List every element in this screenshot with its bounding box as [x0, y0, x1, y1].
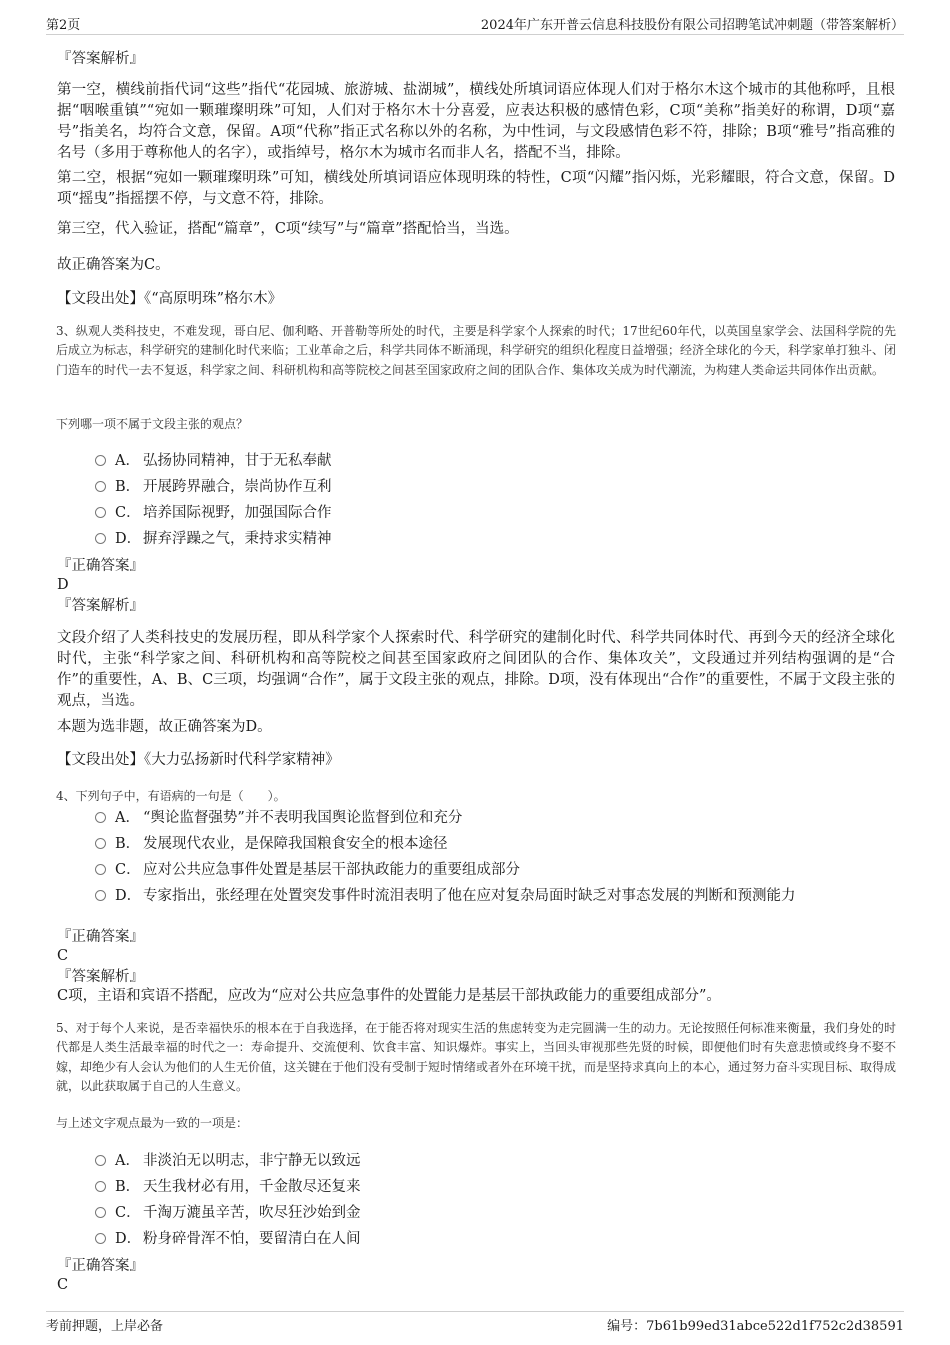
- question-4-option-a[interactable]: A． “舆论监督强势”并不表明我国舆论监督到位和充分: [95, 807, 462, 829]
- analysis-label: 『答案解析』: [57, 51, 144, 67]
- radio-icon[interactable]: [95, 864, 106, 875]
- radio-icon[interactable]: [95, 455, 106, 466]
- radio-icon[interactable]: [95, 533, 106, 544]
- question-3-option-d[interactable]: D． 摒弃浮躁之气，秉持求实精神: [95, 528, 332, 550]
- page-header: [46, 14, 904, 35]
- question-3-option-c[interactable]: C． 培养国际视野，加强国际合作: [95, 502, 332, 524]
- page-footer: [46, 1311, 904, 1334]
- document-id: 编号：7b61b99ed31abce522d1f752c2d38591: [607, 1319, 904, 1334]
- analysis-paragraph-1: 第一空，横线前指代词“这些”指代“花园城、旅游城、盐湖城”，横线处所填词语应体现人们对于格尔木这个城市的其他称呼，且根据“咽喉重镇”“宛如一颗璀璨明珠”可知，人们对于格尔木十分喜爱，应表达积极的感情色彩，C项“美称”指美好的称谓，D项“嘉号”指美名，均符合文意，保留。A项“代称”指正式名称以外的名称，为中性词，与文段感情色彩不符，排除；B项“雅号”指高雅的名号（多用于尊称他人的名字），或指绰号，格尔木为城市名而非人名，搭配不当，排除。: [57, 82, 895, 161]
- radio-icon[interactable]: [95, 812, 106, 823]
- question-5-option-c[interactable]: C． 千淘万漉虽辛苦，吹尽狂沙始到金: [95, 1202, 361, 1224]
- question-3-analysis: 文段介绍了人类科技史的发展历程，即从科学家个人探索时代、科学研究的建制化时代、科学共同体时代、再到今天的经济全球化时代，主张“科学家之间、科研机构和高等院校之间甚至国家政府之间团队的合作、集体攻关”，文段通过并列结构强调的是“合作”的重要性，A、B、C三项，均强调“合作”，属于文段主张的观点，排除。D项，没有体现出“合作”的重要性，不属于文段主张的观点，当选。: [57, 630, 895, 709]
- question-5-option-d[interactable]: D． 粉身碎骨浑不怕，要留清白在人间: [95, 1228, 361, 1250]
- radio-icon[interactable]: [95, 1181, 106, 1192]
- correct-answer-label: 『正确答案』: [57, 1258, 144, 1274]
- analysis-paragraph-3: 第三空，代入验证，搭配“篇章”，C项“续写”与“篇章”搭配恰当，当选。: [57, 221, 519, 237]
- analysis-label: 『答案解析』: [57, 598, 144, 614]
- question-3-stem: 3、纵观人类科技史，不难发现，哥白尼、伽利略、开普勒等所处的时代，主要是科学家个人探索的时代；17世纪60年代，以英国皇家学会、法国科学院的先后成立为标志，科学研究的建制化时代来临；工业革命之后，科学共同体不断涌现，科学研究的组织化程度日益增强；经济全球化的今天，科学家单打独斗、闭门造车的时代一去不复返，科学家之间、科研机构和高等院校之间甚至国家政府之间的团队合作、集体攻关成为时代潮流，为构建人类命运共同体作出贡献。: [56, 324, 897, 377]
- question-3-option-b[interactable]: B． 开展跨界融合，崇尚协作互利: [95, 476, 332, 498]
- question-5-option-b[interactable]: B． 天生我材必有用，千金散尽还复来: [95, 1176, 361, 1198]
- radio-icon[interactable]: [95, 481, 106, 492]
- question-3-conclusion: 本题为选非题，故正确答案为D。: [57, 719, 272, 735]
- question-4-analysis: C项，主语和宾语不搭配，应改为“应对公共应急事件的处置能力是基层干部执政能力的重要组成部分”。: [57, 988, 721, 1004]
- radio-icon[interactable]: [95, 1233, 106, 1244]
- radio-icon[interactable]: [95, 507, 106, 518]
- analysis-paragraph-2: 第二空，根据“宛如一颗璀璨明珠”可知，横线处所填词语应体现明珠的特性，C项“闪耀”指闪烁，光彩耀眼，符合文意，保留。D项“摇曳”指摇摆不停，与文意不符，排除。: [57, 170, 895, 207]
- question-5-stem: 5、对于每个人来说，是否幸福快乐的根本在于自我选择，在于能否将对现实生活的焦虑转变为走完圆满一生的动力。无论按照任何标准来衡量，我们身处的时代都是人类生活最幸福的时代之一：寿命提升、交流便利、饮食丰富、知识爆炸。事实上，当回头审视那些先贤的时候，即便他们时有失意悲愤或终身不娶不嫁，却绝少有人会认为他们的人生无价值，这关键在于他们没有受制于短时情绪或者外在环境干扰，而是坚持求真向上的本心，通过努力奋斗实现目标、取得成就，以此获取属于自己的人生意义。: [56, 1021, 897, 1093]
- correct-answer-value: D: [57, 577, 69, 593]
- document-title: 2024年广东开普云信息科技股份有限公司招聘笔试冲刺题（带答案解析）: [480, 18, 904, 33]
- correct-answer-value: C: [57, 948, 69, 964]
- question-3-prompt: 下列哪一项不属于文段主张的观点？: [56, 417, 249, 431]
- question-4-option-b[interactable]: B． 发展现代农业，是保障我国粮食安全的根本途径: [95, 833, 448, 855]
- correct-answer-label: 『正确答案』: [57, 558, 144, 574]
- radio-icon[interactable]: [95, 1155, 106, 1166]
- radio-icon[interactable]: [95, 1207, 106, 1218]
- question-4-option-d[interactable]: D． 专家指出，张经理在处置突发事件时流泪表明了他在应对复杂局面时缺乏对事态发展的判断和预测能力: [95, 885, 796, 907]
- analysis-conclusion: 故正确答案为C。: [57, 257, 170, 273]
- analysis-label: 『答案解析』: [57, 969, 144, 985]
- footer-slogan: 考前押题，上岸必备: [46, 1319, 164, 1334]
- question-5-prompt: 与上述文字观点最为一致的一项是：: [56, 1116, 249, 1130]
- question-3-source: 【文段出处】《大力弘扬新时代科学家精神》: [57, 752, 340, 768]
- correct-answer-value: C: [57, 1277, 69, 1293]
- question-4-stem: 4、下列句子中，有语病的一句是（ ）。: [56, 789, 286, 803]
- page-number: 第2页: [46, 18, 81, 33]
- question-5-option-a[interactable]: A． 非淡泊无以明志，非宁静无以致远: [95, 1150, 361, 1172]
- radio-icon[interactable]: [95, 838, 106, 849]
- radio-icon[interactable]: [95, 890, 106, 901]
- source-citation: 【文段出处】《“高原明珠”格尔木》: [57, 291, 283, 307]
- correct-answer-label: 『正确答案』: [57, 929, 144, 945]
- question-4-option-c[interactable]: C． 应对公共应急事件处置是基层干部执政能力的重要组成部分: [95, 859, 520, 881]
- question-3-option-a[interactable]: A． 弘扬协同精神，甘于无私奉献: [95, 450, 332, 472]
